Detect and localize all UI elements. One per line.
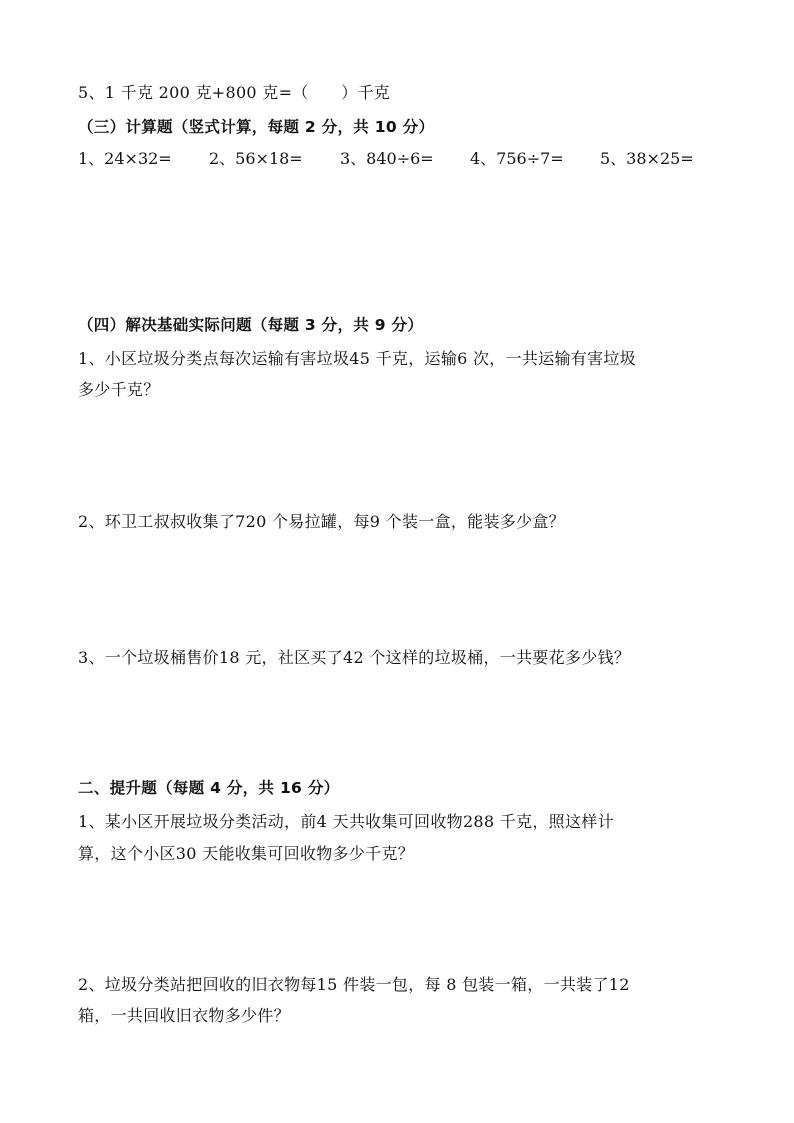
calc-item-4: 4、756÷7=	[470, 149, 564, 168]
calc-item-1: 1、24×32=	[78, 149, 172, 168]
part-2-question-2-line-1: 2、垃圾分类站把回收的旧衣物每15 件装一包，每 8 包装一箱，一共装了12	[78, 975, 630, 994]
section-4-question-2: 2、环卫工叔叔收集了720 个易拉罐，每9 个装一盒，能装多少盒？	[78, 512, 565, 531]
calc-item-3: 3、840÷6=	[340, 149, 434, 168]
section-3-heading: （三）计算题（竖式计算，每题 2 分，共 10 分）	[78, 118, 435, 136]
section-4-question-1-line-2: 多少千克？	[78, 380, 160, 399]
part-2-question-1-line-2: 算，这个小区30 天能收集可回收物多少千克？	[78, 844, 415, 863]
calc-item-5: 5、38×25=	[600, 149, 694, 168]
question-5-fill-blank: 5、1 千克 200 克+800 克=（ ）千克	[78, 83, 391, 102]
section-4-question-3: 3、一个垃圾桶售价18 元，社区买了42 个这样的垃圾桶，一共要花多少钱？	[78, 648, 631, 667]
section-4-question-1-line-1: 1、小区垃圾分类点每次运输有害垃圾45 千克，运输6 次，一共运输有害垃圾	[78, 349, 636, 368]
calc-item-2: 2、56×18=	[209, 149, 303, 168]
part-2-question-2-line-2: 箱，一共回收旧衣物多少件？	[78, 1006, 290, 1025]
part-2-heading: 二、提升题（每题 4 分，共 16 分）	[78, 779, 340, 797]
section-4-heading: （四）解决基础实际问题（每题 3 分，共 9 分）	[78, 316, 424, 334]
part-2-question-1-line-1: 1、某小区开展垃圾分类活动，前4 天共收集可回收物288 千克，照这样计	[78, 812, 614, 831]
